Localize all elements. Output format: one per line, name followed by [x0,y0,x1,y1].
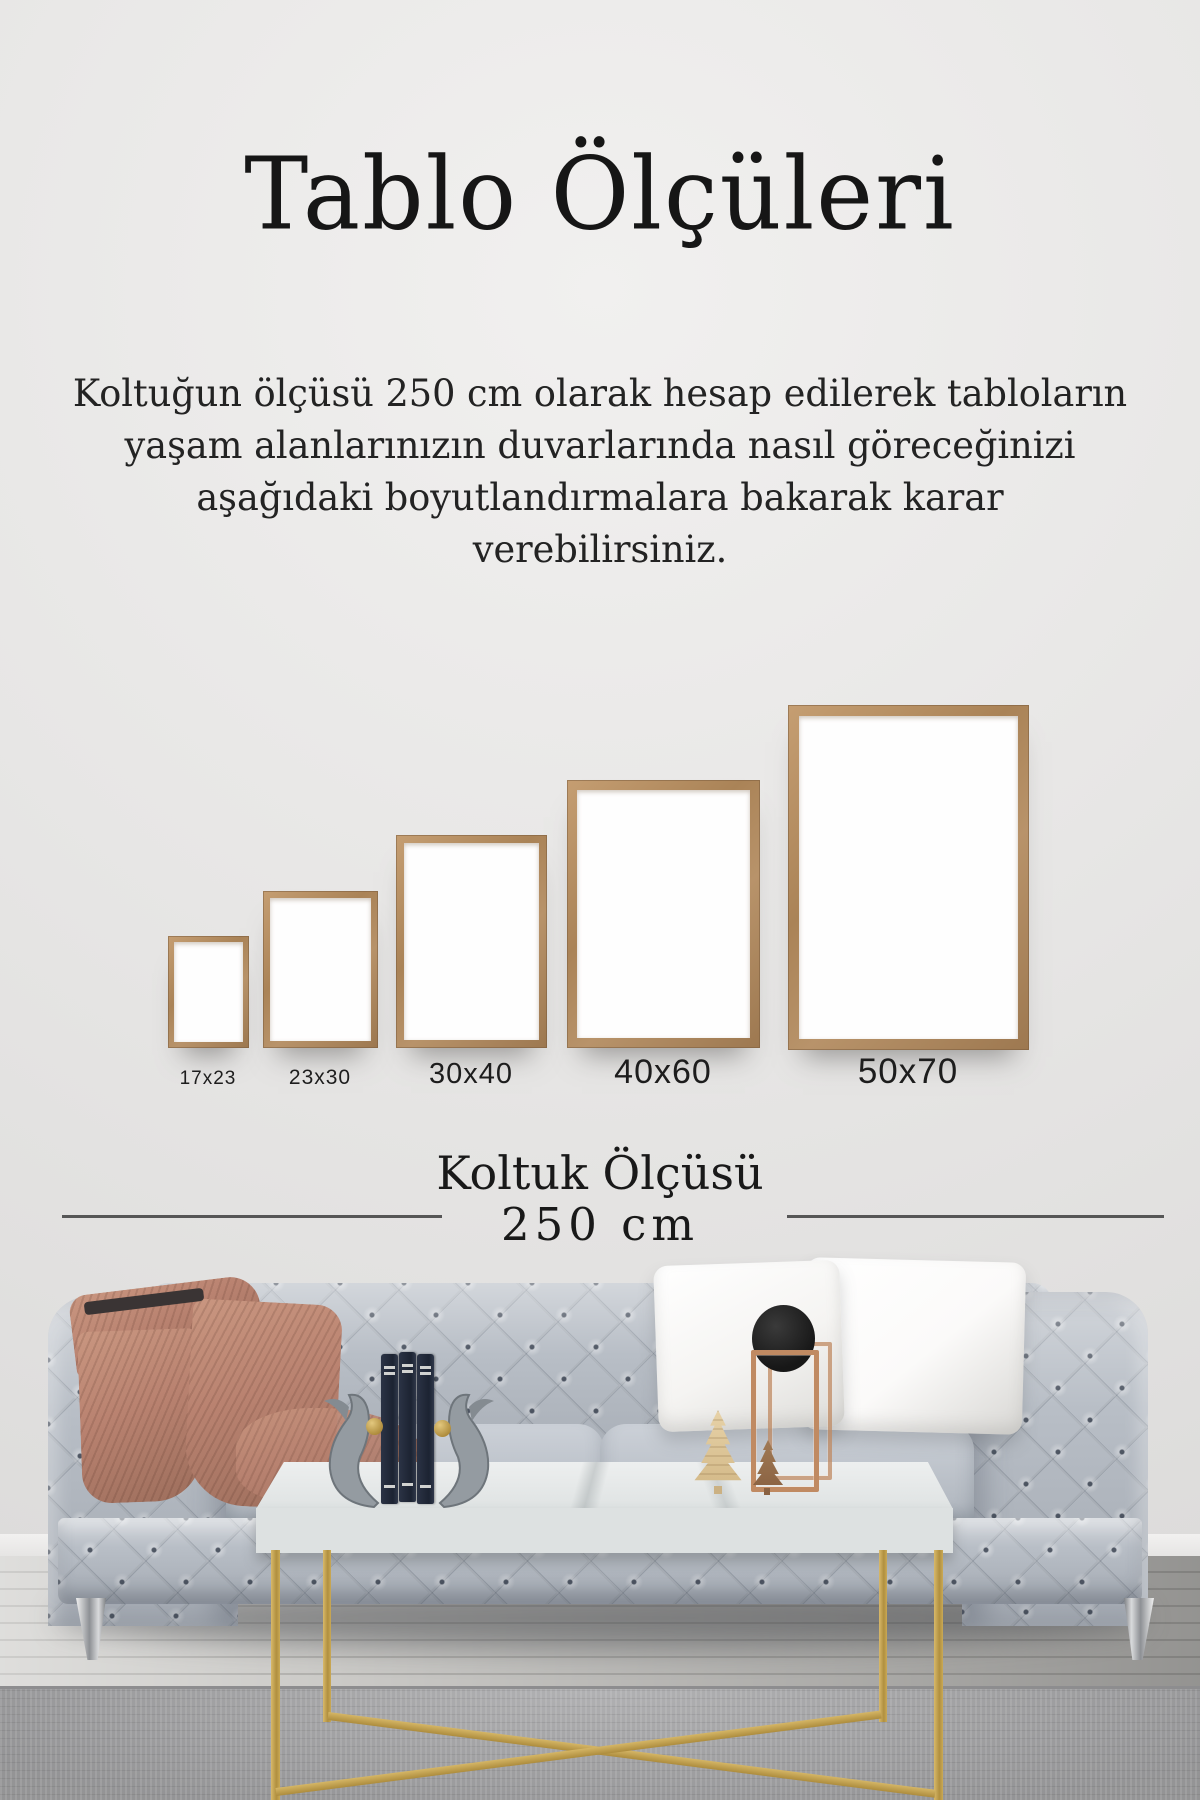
frame-40x60-mat [577,790,750,1038]
wooden-tree-trunk-small [764,1488,770,1495]
size-label-30x40: 30x40 [428,1058,514,1090]
frame-23x30-mat [270,898,371,1041]
table-leg-front-left [271,1550,280,1800]
frame-30x40-mat [404,843,539,1040]
size-label-23x30: 23x30 [288,1066,352,1089]
book-3 [417,1354,434,1504]
book-1 [381,1354,398,1504]
sofa-measure-label: Koltuk Ölçüsü [436,1146,764,1200]
intro-line-2: yaşam alanlarınızın duvarlarında nasıl göreceğinizi [124,424,1076,467]
frame-30x40 [396,835,547,1048]
measure-line-right [787,1215,1164,1218]
book-3-label-band [420,1366,431,1369]
book-1-footer-band [384,1485,395,1488]
intro-paragraph [65,368,1134,576]
bookend-gold-ball-right [434,1420,451,1437]
size-label-17x23: 17x23 [179,1068,237,1089]
book-2-footer-band [402,1483,413,1486]
bookend-gold-ball-left [366,1418,383,1435]
frame-17x23 [168,936,249,1048]
frame-50x70-mat [799,716,1018,1039]
book-1-label-band2 [384,1372,395,1375]
size-label-50x70: 50x70 [857,1052,959,1091]
book-3-label-band2 [420,1372,431,1375]
book-1-label-band [384,1366,395,1369]
frame-40x60 [567,780,760,1048]
frame-23x30 [263,891,378,1048]
intro-line-1: Koltuğun ölçüsü 250 cm olarak hesap edilerek tabloların [72,372,1128,415]
sofa-measure-value: 250 cm [500,1198,700,1251]
table-leg-back-right [879,1550,887,1722]
book-3-footer-band [420,1485,431,1488]
book-2 [399,1352,416,1502]
wooden-tree-trunk-large [714,1486,722,1494]
intro-line-3: aşağıdaki boyutlandırmalara bakarak karar verebilirsiniz. [196,476,1004,571]
swan-bookend-right-icon [432,1385,502,1510]
frame-17x23-mat [174,942,243,1042]
measure-line-left [62,1215,442,1218]
frame-50x70 [788,705,1029,1050]
size-label-40x60: 40x60 [614,1053,712,1091]
book-2-label-band2 [402,1370,413,1373]
throw-blanket-front-drape [77,1328,203,1504]
coffee-table-marble-edge [256,1508,953,1553]
book-2-label-band [402,1364,413,1367]
table-leg-front-right [934,1550,943,1800]
table-leg-back-left [323,1550,331,1722]
gray-rug [0,1686,1200,1800]
swan-bookend-left-icon [316,1385,386,1510]
page-title: Tablo Ölçüleri [244,135,956,253]
